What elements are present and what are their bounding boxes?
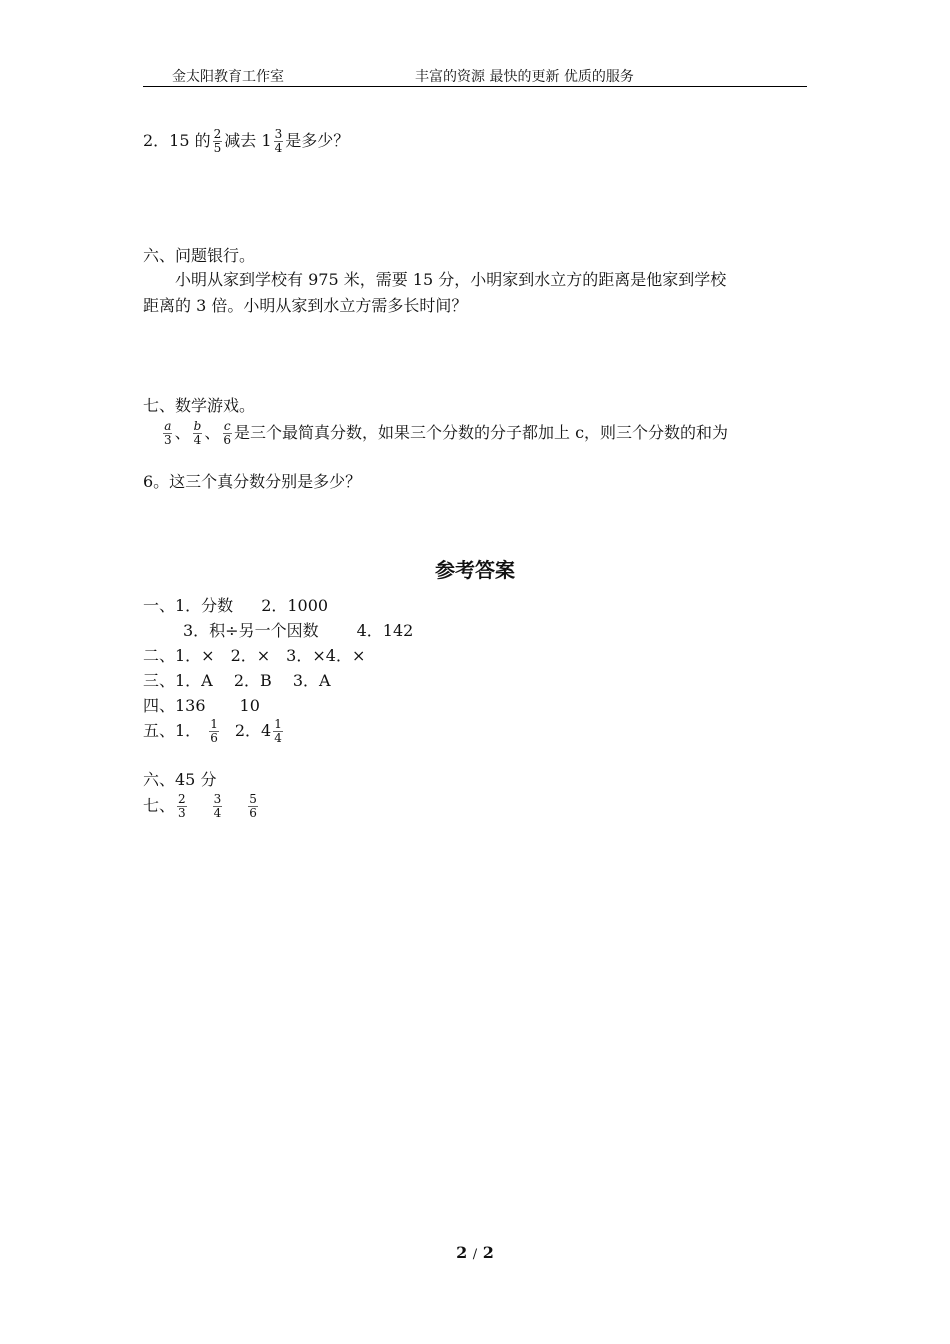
answer-1-line-2: 3．积÷另一个因数 4．142	[183, 621, 414, 640]
fraction-2-3: $\frac{2}{3}$	[178, 792, 186, 820]
page-number: 2 / 2	[456, 1243, 494, 1262]
fraction-3-4-answer: $\frac{3}{4}$	[213, 792, 222, 820]
answer-1-line-1: 一、1．分数 2．1000	[143, 596, 329, 615]
section-6-line-1: 小明从家到学校有 975 米，需要 15 分，小明家到水立方的距离是他家到学校	[175, 270, 727, 289]
fraction-5-6: $\frac{5}{6}$	[249, 792, 257, 820]
answer-7: 七、 $\frac{2}{3}$ $\frac{3}{4}$ $\frac{5}{6}$	[143, 792, 257, 820]
section-6-line-2: 距离的 3 倍。小明从家到水立方需多长时间？	[143, 296, 468, 315]
fraction-c-6: $\frac{c}{6}$	[223, 419, 231, 447]
section-7-problem-line-2: 6。这三个真分数分别是多少？	[143, 472, 362, 491]
q2-prefix: 2．15 的	[143, 131, 211, 150]
fraction-a-3: $\frac{a}{3}$	[164, 419, 172, 447]
section-7-title: 七、数学游戏。	[143, 396, 256, 415]
question-2	[143, 128, 349, 155]
answers-title: 参考答案	[435, 558, 515, 582]
fraction-b-4: $\frac{b}{4}$	[193, 419, 202, 447]
section-6-title: 六、问题银行。	[143, 246, 256, 265]
answer-2: 二、1．× 2．× 3．×4．×	[143, 646, 366, 665]
section-7-problem-line-1: $\frac{a}{3}$ 、 $\frac{b}{4}$ 、 $\frac{c}{6}$ 是三个最简真分数，如果三个分数的分子都加上 c，则三个分数的和为	[164, 419, 729, 447]
answer-3: 三、1．A 2．B 3．A	[143, 671, 331, 690]
fraction-2-5: $\frac{2}{5}$	[213, 127, 222, 155]
q2-suffix: 是多少？	[285, 131, 350, 150]
q2-mid: 减去 1	[224, 131, 272, 150]
fraction-3-4: $\frac{3}{4}$	[274, 127, 283, 155]
section-7-text-1: 是三个最简真分数，如果三个分数的分子都加上 c，则三个分数的和为	[234, 423, 729, 442]
fraction-1-4: $\frac{1}{4}$	[274, 717, 282, 745]
answer-5: 五、1． $\frac{1}{6}$ 2．4 $\frac{1}{4}$	[143, 717, 282, 745]
fraction-1-6: $\frac{1}{6}$	[210, 717, 218, 745]
header-left-text: 金太阳教育工作室	[172, 69, 284, 85]
header-divider	[143, 86, 807, 87]
section-6-problem	[143, 267, 807, 319]
header-right-text: 丰富的资源 最快的更新 优质的服务	[415, 69, 634, 85]
answer-4: 四、136 10	[143, 696, 260, 715]
answer-6: 六、45 分	[143, 770, 217, 789]
